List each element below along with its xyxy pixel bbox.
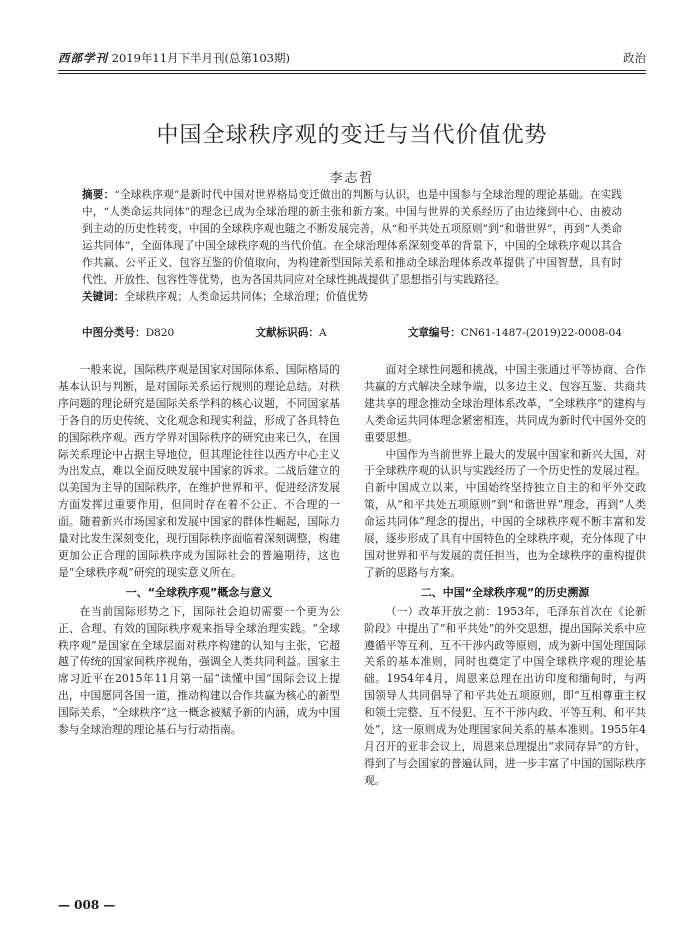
classification-row (82, 325, 622, 340)
section-heading: 二、中国“全球秩序观”的历史溯源 (420, 585, 590, 599)
paragraph: （一）改革开放之前：1953年，毛泽东首次在《论新阶段》中提出了“和平共处”的外交思想，提出国际关系中应遵循平等互利、互不干涉内政等原则，成为新中国处理国际关系的基本准则，同时也奠定了中国全球秩序观的理论基础。1954年4月，周恩来总理在出访印度和缅甸时，与两国领导人共同倡导了和平共处五项原则，即“互相尊重主权和领土完整、互不侵犯、互不干涉内政、平等互利、和平共处”，这一原则成为处理国家间关系的基本准则。1955年4月召开的亚非会议上，周恩来总理提出“求同存异”的方针，得到了与会国家的普遍认同，进一步丰富了中国的国际秩序观。 (364, 604, 646, 787)
page-number: — 008 — (58, 898, 116, 912)
header-rule (58, 70, 646, 74)
keywords (82, 289, 622, 306)
clc (82, 325, 174, 340)
abstract (82, 187, 622, 289)
paragraph: 一般来说，国际秩序观是国家对国际体系、国际格局的基本认识与判断，是对国际关系运行规则的理论总结。对秩序问题的理论研究是国际关系学科的核心议题，不同国家基于各自的历史传统、文化观念和现实利益，形成了各具特色的国际秩序观。西方学界对国际秩序的研究由来已久，在国际关系理论中占据主导地位，但其理论往往以西方中心主义为出发点，难以全面反映发展中国家的诉求。二战后建立的以美国为主导的国际秩序，在维护世界和平、促进经济发展方面发挥过重要作用，但同时存在着不公正、不合理的一面。随着新兴市场国家和发展中国家的群体性崛起，国际力量对比发生深刻变化，现行国际秩序面临着深刻调整，构建更加公正合理的国际秩序成为国际社会的普遍期待，这也是“全球秩序观”研究的现实意义所在。 (58, 363, 340, 579)
paragraph: 面对全球性问题和挑战，中国主张通过平等协商、合作共赢的方式解决全球争端，以多边主义、包容互鉴、共商共建共享的理念推动全球治理体系改革，“全球秩序”的建构与人类命运共同体理念紧密相连，共同成为新时代中国外交的重要思想。 (364, 363, 646, 444)
article-no-label: 文章编号： (407, 327, 461, 339)
clc-value: D820 (145, 327, 175, 339)
article-no (408, 325, 622, 340)
paragraph: 中国作为当前世界上最大的发展中国家和新兴大国，对于全球秩序观的认识与实践经历了一个历史性的发展过程。自新中国成立以来，中国始终坚持独立自主的和平外交政策，从“和平共处五项原则”到“和谐世界”理念，再到“人类命运共同体”理念的提出，中国的全球秩序观不断丰富和发展，逐步形成了具有中国特色的全球秩序观，充分体现了中国对世界和平与发展的责任担当，也为全球秩序的重构提供了新的思路与方案。 (364, 447, 646, 579)
abstract-text: “全球秩序观”是新时代中国对世界格局变迁做出的判断与认识，也是中国参与全球治理的理论基础。在实践中，“人类命运共同体”的理念已成为全球治理的新主张和新方案。中国与世界的关系经历了由边缘到中心、由被动到主动的历史性转变，中国的全球秩序观也随之不断发展完善，从“和平共处五项原则”到“和谐世界”，再到“人类命运共同体”，全面体现了中国全球秩序观的当代价值。在全球治理体系深刻变革的背景下，中国的全球秩序观以其合作共赢、公平正义、包容互鉴的价值取向，为构建新型国际关系和推动全球治理体系改革提供了中国智慧，具有时代性、开放性、包容性等优势，也为各国共同应对全球性挑战提供了思想指引与实践路径。 (82, 189, 623, 286)
paragraph: 在当前国际形势之下，国际社会迫切需要一个更为公正、合理、有效的国际秩序观来指导全球治理实践。“全球秩序观”是国家在全球层面对秩序构建的认知与主张，它超越了传统的国家间秩序视角，强调全人类共同利益。国家主席习近平在2015年11月第一届“读懂中国”国际会议上提出，中国愿同各国一道，推动构建以合作共赢为核心的新型国际关系，“全球秩序”这一概念被赋予新的内涵，成为中国参与全球治理的理论基石与行动指南。 (58, 604, 340, 737)
body-column-right (364, 362, 646, 790)
keywords-label: 关键词： (82, 291, 125, 303)
keywords-text: 全球秩序观；人类命运共同体；全球治理；价值优势 (124, 291, 369, 303)
header-journal-issue (58, 50, 290, 66)
article-title: 中国全球秩序观的变迁与当代价值优势 (156, 123, 548, 148)
running-header (58, 46, 646, 66)
article-author: 李志哲 (329, 171, 375, 186)
issue-info: 2019年11月下半月刊(总第103期) (111, 51, 290, 65)
doc-code-label: 文献标识码： (255, 327, 319, 339)
abstract-label: 摘要： (82, 189, 115, 201)
article-no-value: CN61-1487-(2019)22-0008-04 (460, 327, 622, 339)
journal-name: 西部学刊 (58, 51, 108, 65)
section-heading: 一、“全球秩序观”概念与意义 (125, 585, 273, 599)
abstract-block (82, 187, 622, 306)
clc-label: 中图分类号： (82, 327, 146, 339)
doc-code (255, 325, 326, 340)
doc-code-value: A (318, 327, 327, 339)
body-column-left (58, 362, 340, 739)
section-label: 政治 (623, 51, 646, 65)
